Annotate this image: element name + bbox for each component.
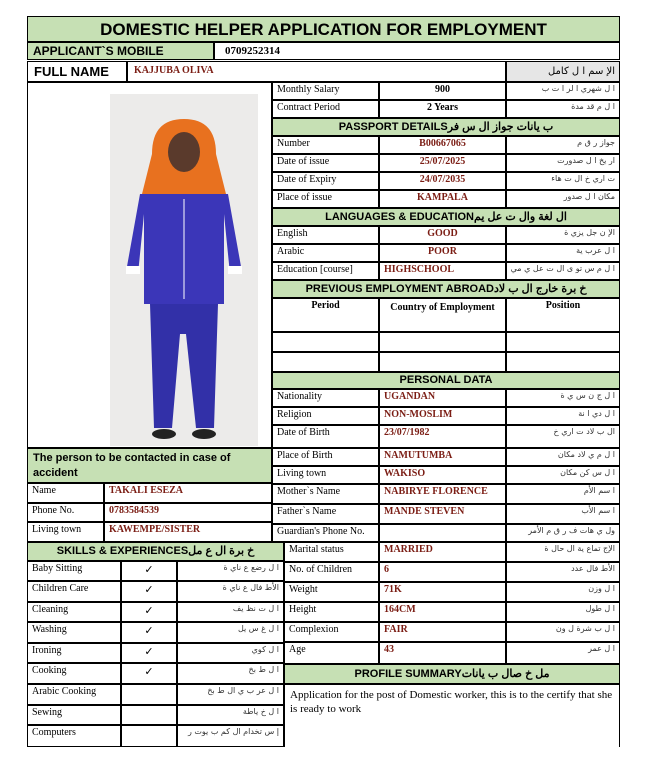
skill-ar: إ س تخدام ال كم ب يوت ر bbox=[177, 725, 284, 747]
complexion-ar: ا ل ب شرة ل ون bbox=[506, 622, 620, 642]
weight-ar: ا ل وزن bbox=[506, 582, 620, 602]
contract-label: Contract Period bbox=[272, 100, 379, 118]
passport-header: PASSPORT DETAILSب يانات جواز ال س فر bbox=[272, 118, 620, 136]
height-ar: ا ل طول bbox=[506, 602, 620, 622]
contact-phone-label: Phone No. bbox=[27, 503, 104, 522]
religion-ar: ا ل دي ا نة bbox=[506, 407, 620, 425]
pob-value: NAMUTUMBA bbox=[379, 448, 506, 466]
marital-value: MARRIED bbox=[379, 542, 506, 562]
passport-issue-ar: ار يخ ا ل صدورت bbox=[506, 154, 620, 172]
skill-ar: الأط فال ع ناي ة bbox=[177, 581, 284, 602]
check-icon: ✓ bbox=[121, 622, 177, 643]
check-box bbox=[121, 725, 177, 747]
mother-name-label: Mother`s Name bbox=[272, 484, 379, 504]
living-town-ar: ا ل س كن مكان bbox=[506, 466, 620, 484]
person-silhouette-icon bbox=[110, 94, 258, 446]
education-label: Education [course] bbox=[272, 262, 379, 280]
weight-label: Weight bbox=[284, 582, 379, 602]
skills-header: SKILLS & EXPERIENCESخ برة ال ع مل bbox=[27, 542, 284, 561]
prev-row-1-period bbox=[272, 332, 379, 352]
passport-number-label: Number bbox=[272, 136, 379, 154]
passport-expiry-ar: ت اري خ ال ت هاء bbox=[506, 172, 620, 190]
children-label: No. of Children bbox=[284, 562, 379, 582]
applicant-photo bbox=[110, 94, 258, 446]
profile-summary-header: PROFILE SUMMARYمل خ صال ب يانات bbox=[284, 664, 620, 684]
prev-row-2-period bbox=[272, 352, 379, 372]
nationality-ar: ا ل ج ن س ي ة bbox=[506, 389, 620, 407]
skill-label: Cleaning bbox=[27, 602, 121, 622]
check-box bbox=[121, 705, 177, 725]
skill-ar: ا ل خ ياطة bbox=[177, 705, 284, 725]
prev-row-1-country bbox=[379, 332, 506, 352]
mother-name-value: NABIRYE FLORENCE bbox=[379, 484, 506, 504]
col-country: Country of Employment bbox=[379, 298, 506, 332]
arabic-value: POOR bbox=[379, 244, 506, 262]
check-box bbox=[121, 684, 177, 705]
guardian-phone-ar: ول ي هات ف ر ق م الأمر bbox=[506, 524, 620, 542]
prev-row-1-position bbox=[506, 332, 620, 352]
skill-ar: ا ل غ س يل bbox=[177, 622, 284, 643]
dob-label: Date of Birth bbox=[272, 425, 379, 448]
passport-issue-label: Date of issue bbox=[272, 154, 379, 172]
salary-value: 900 bbox=[379, 82, 506, 100]
skill-ar: ا ل كوي bbox=[177, 643, 284, 663]
skill-ar: ا ل ط بخ bbox=[177, 663, 284, 684]
contract-ar: ا ل م قد مدة bbox=[506, 100, 620, 118]
full-name-value: KAJJUBA OLIVA bbox=[127, 61, 506, 82]
nationality-label: Nationality bbox=[272, 389, 379, 407]
height-label: Height bbox=[284, 602, 379, 622]
age-label: Age bbox=[284, 642, 379, 664]
dob-ar: ال ب لاد ت اري خ bbox=[506, 425, 620, 448]
passport-place-label: Place of issue bbox=[272, 190, 379, 208]
skill-label: Children Care bbox=[27, 581, 121, 602]
skill-ar: ا ل ت نظ يف bbox=[177, 602, 284, 622]
previous-employment-header: PREVIOUS EMPLOYMENT ABROADخ برة خارج ال ب لاد bbox=[272, 280, 620, 298]
arabic-ar: ا ل عرب ية bbox=[506, 244, 620, 262]
contact-phone-value: 0783584539 bbox=[104, 503, 272, 522]
mobile-value: 0709252314 bbox=[214, 42, 620, 60]
skill-label: Arabic Cooking bbox=[27, 684, 121, 705]
father-name-value: MANDE STEVEN bbox=[379, 504, 506, 524]
guardian-phone-value bbox=[379, 524, 506, 542]
col-position: Position bbox=[506, 298, 620, 332]
full-name-ar: الإ سم ا ل كامل bbox=[506, 61, 620, 82]
arabic-label: Arabic bbox=[272, 244, 379, 262]
passport-place-ar: مكان ا ل صدور bbox=[506, 190, 620, 208]
salary-ar: ا ل شهري ا لر ا ت ب bbox=[506, 82, 620, 100]
contact-name-value: TAKALI ESEZA bbox=[104, 483, 272, 503]
complexion-label: Complexion bbox=[284, 622, 379, 642]
passport-expiry-label: Date of Expiry bbox=[272, 172, 379, 190]
skill-label: Computers bbox=[27, 725, 121, 747]
father-name-ar: ا سم الأب bbox=[506, 504, 620, 524]
living-town-value: WAKISO bbox=[379, 466, 506, 484]
salary-label: Monthly Salary bbox=[272, 82, 379, 100]
height-value: 164CM bbox=[379, 602, 506, 622]
skill-label: Sewing bbox=[27, 705, 121, 725]
living-town-label: Living town bbox=[272, 466, 379, 484]
passport-place-value: KAMPALA bbox=[379, 190, 506, 208]
religion-label: Religion bbox=[272, 407, 379, 425]
profile-summary-text: Application for the post of Domestic worker, this is to the certify that she is ready to work bbox=[284, 684, 620, 747]
languages-header: LANGUAGES & EDUCATIONال لغة وال ت عل يم bbox=[272, 208, 620, 226]
prev-row-2-position bbox=[506, 352, 620, 372]
marital-label: Marital status bbox=[284, 542, 379, 562]
form-title: DOMESTIC HELPER APPLICATION FOR EMPLOYMENT bbox=[27, 16, 620, 42]
english-label: English bbox=[272, 226, 379, 244]
english-value: GOOD bbox=[379, 226, 506, 244]
check-icon: ✓ bbox=[121, 663, 177, 684]
passport-number-ar: جواز ر ق م bbox=[506, 136, 620, 154]
marital-ar: الإج تماع ية ال حال ة bbox=[506, 542, 620, 562]
children-value: 6 bbox=[379, 562, 506, 582]
contract-value: 2 Years bbox=[379, 100, 506, 118]
weight-value: 71K bbox=[379, 582, 506, 602]
passport-issue-value: 25/07/2025 bbox=[379, 154, 506, 172]
contact-name-label: Name bbox=[27, 483, 104, 503]
contact-town-label: Living town bbox=[27, 522, 104, 542]
contact-header: The person to be contacted in case of accident bbox=[27, 448, 272, 483]
check-icon: ✓ bbox=[121, 602, 177, 622]
dob-value: 23/07/1982 bbox=[379, 425, 506, 448]
complexion-value: FAIR bbox=[379, 622, 506, 642]
passport-expiry-value: 24/07/2035 bbox=[379, 172, 506, 190]
skill-label: Cooking bbox=[27, 663, 121, 684]
check-icon: ✓ bbox=[121, 581, 177, 602]
father-name-label: Father`s Name bbox=[272, 504, 379, 524]
guardian-phone-label: Guardian's Phone No. bbox=[272, 524, 379, 542]
skill-ar: ا ل رضع ع ناي ة bbox=[177, 561, 284, 581]
education-value: HIGHSCHOOL bbox=[379, 262, 506, 280]
personal-data-header: PERSONAL DATA bbox=[272, 372, 620, 389]
skill-label: Ironing bbox=[27, 643, 121, 663]
children-ar: الأط فال عدد bbox=[506, 562, 620, 582]
col-period: Period bbox=[272, 298, 379, 332]
skill-ar: ا ل عر ب ي ال ط بخ bbox=[177, 684, 284, 705]
check-icon: ✓ bbox=[121, 643, 177, 663]
religion-value: NON-MOSLIM bbox=[379, 407, 506, 425]
age-ar: ا ل عمر bbox=[506, 642, 620, 664]
education-ar: ا ل م س تو ى ال ت عل ي مي bbox=[506, 262, 620, 280]
english-ar: الإ ن جل يزي ة bbox=[506, 226, 620, 244]
mobile-label: APPLICANT`S MOBILE bbox=[33, 44, 164, 58]
skill-label: Washing bbox=[27, 622, 121, 643]
nationality-value: UGANDAN bbox=[379, 389, 506, 407]
passport-number-value: B00667065 bbox=[379, 136, 506, 154]
prev-row-2-country bbox=[379, 352, 506, 372]
pob-label: Place of Birth bbox=[272, 448, 379, 466]
skill-label: Baby Sitting bbox=[27, 561, 121, 581]
contact-town-value: KAWEMPE/SISTER bbox=[104, 522, 272, 542]
mother-name-ar: ا سم الأم bbox=[506, 484, 620, 504]
pob-ar: ا ل م ي لاد مكان bbox=[506, 448, 620, 466]
full-name-label: FULL NAME bbox=[27, 61, 127, 82]
check-icon: ✓ bbox=[121, 561, 177, 581]
age-value: 43 bbox=[379, 642, 506, 664]
